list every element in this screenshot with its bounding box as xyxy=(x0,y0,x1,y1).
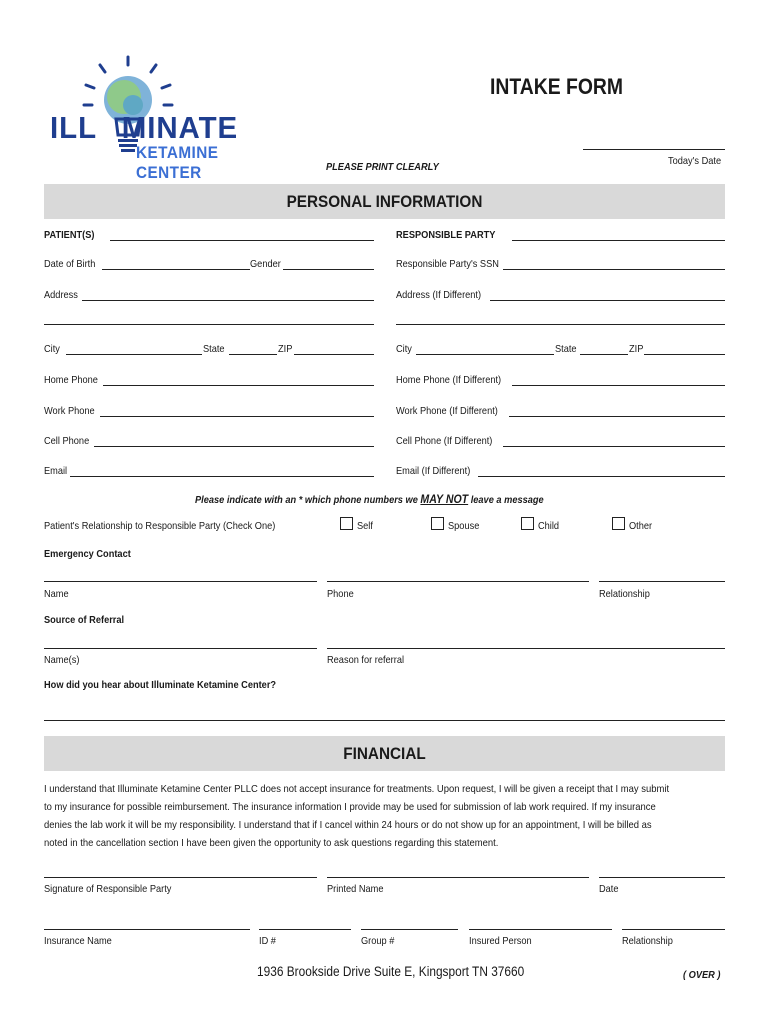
rp-state-label: State xyxy=(555,343,577,355)
financial-line-3: denies the lab work it will be my responsibility. I understand that if I cancel within 24 hours or do not show up for an appointment, I will be billed as xyxy=(44,819,652,831)
rp-email-field[interactable] xyxy=(478,476,725,477)
referral-heading: Source of Referral xyxy=(44,614,125,626)
insured-person-label: Insured Person xyxy=(469,935,532,947)
zip-field[interactable] xyxy=(294,354,374,355)
emergency-relationship-field[interactable] xyxy=(599,581,725,582)
city-field[interactable] xyxy=(66,354,202,355)
insurance-id-label: ID # xyxy=(259,935,276,947)
rp-city-label: City xyxy=(396,343,412,355)
emergency-phone-field[interactable] xyxy=(327,581,589,582)
rp-address-field[interactable] xyxy=(490,300,725,301)
referral-names-field[interactable] xyxy=(44,648,317,649)
financial-line-4: noted in the cancellation section I have been given the opportunity to ask questions regarding this statement. xyxy=(44,837,499,849)
other-checkbox[interactable] xyxy=(612,517,625,530)
insured-person-field[interactable] xyxy=(469,929,612,930)
insurance-id-field[interactable] xyxy=(259,929,351,930)
rp-work-phone-label: Work Phone (If Different) xyxy=(396,405,498,417)
footer-address: 1936 Brookside Drive Suite E, Kingsport TN 37660 xyxy=(257,964,525,979)
self-checkbox[interactable] xyxy=(340,517,353,530)
todays-date-line[interactable] xyxy=(583,149,725,150)
logo-word-2: MINATE xyxy=(121,110,239,145)
child-checkbox[interactable] xyxy=(521,517,534,530)
other-option-label: Other xyxy=(629,520,653,532)
work-phone-label: Work Phone xyxy=(44,405,95,417)
financial-line-2: to my insurance for possible reimbursement. The insurance information I provide may be used for submission of lab work required. If my insurance xyxy=(44,801,656,813)
email-label: Email xyxy=(44,465,68,477)
state-label: State xyxy=(203,343,225,355)
spouse-option-label: Spouse xyxy=(448,520,480,532)
ssn-label: Responsible Party's SSN xyxy=(396,258,499,270)
over-note: ( OVER ) xyxy=(683,969,721,981)
spouse-checkbox[interactable] xyxy=(431,517,444,530)
city-label: City xyxy=(44,343,60,355)
referral-names-label: Name(s) xyxy=(44,654,80,666)
emergency-contact-heading: Emergency Contact xyxy=(44,548,131,560)
insurance-relationship-field[interactable] xyxy=(622,929,725,930)
rp-zip-label: ZIP xyxy=(629,343,644,355)
responsible-party-field[interactable] xyxy=(512,240,725,241)
referral-reason-label: Reason for referral xyxy=(327,654,405,666)
financial-statement xyxy=(44,780,674,852)
home-phone-label: Home Phone xyxy=(44,374,98,386)
emergency-relationship-label: Relationship xyxy=(599,588,650,600)
logo-subtitle: KETAMINE CENTER xyxy=(136,143,219,182)
gender-field[interactable] xyxy=(283,269,374,270)
signature-date-field[interactable] xyxy=(599,877,725,878)
personal-information-heading: PERSONAL INFORMATION xyxy=(286,192,483,211)
rp-email-label: Email (If Different) xyxy=(396,465,471,477)
emergency-phone-label: Phone xyxy=(327,588,354,600)
rp-cell-phone-label: Cell Phone (If Different) xyxy=(396,435,493,447)
email-field[interactable] xyxy=(70,476,374,477)
print-note: PLEASE PRINT CLEARLY xyxy=(326,161,439,173)
rp-address-label: Address (If Different) xyxy=(396,289,482,301)
insurance-group-label: Group # xyxy=(361,935,395,947)
dob-label: Date of Birth xyxy=(44,258,96,270)
logo xyxy=(50,55,290,182)
rp-address-field-2[interactable] xyxy=(396,324,725,325)
rp-zip-field[interactable] xyxy=(644,354,725,355)
message-note: Please indicate with an * which phone numbers we MAY NOT leave a message xyxy=(195,492,544,506)
printed-name-field[interactable] xyxy=(327,877,589,878)
financial-band xyxy=(44,736,725,771)
printed-name-label: Printed Name xyxy=(327,883,384,895)
rp-city-field[interactable] xyxy=(416,354,554,355)
referral-reason-field[interactable] xyxy=(327,648,725,649)
rp-state-field[interactable] xyxy=(580,354,628,355)
may-not-emphasis: MAY NOT xyxy=(420,492,469,506)
address-label: Address xyxy=(44,289,78,301)
insurance-name-field[interactable] xyxy=(44,929,250,930)
rp-work-phone-field[interactable] xyxy=(509,416,725,417)
home-phone-field[interactable] xyxy=(103,385,374,386)
state-field[interactable] xyxy=(229,354,277,355)
ssn-field[interactable] xyxy=(503,269,725,270)
page-title: INTAKE FORM xyxy=(490,74,624,99)
rp-home-phone-field[interactable] xyxy=(512,385,725,386)
emergency-name-field[interactable] xyxy=(44,581,317,582)
financial-heading: FINANCIAL xyxy=(343,744,426,763)
personal-information-band xyxy=(44,184,725,219)
hear-about-field[interactable] xyxy=(44,720,725,721)
patients-field[interactable] xyxy=(110,240,374,241)
zip-label: ZIP xyxy=(278,343,293,355)
todays-date-label: Today's Date xyxy=(668,155,722,167)
emergency-name-label: Name xyxy=(44,588,69,600)
work-phone-field[interactable] xyxy=(100,416,374,417)
address-field[interactable] xyxy=(82,300,374,301)
cell-phone-field[interactable] xyxy=(94,446,374,447)
financial-line-1: I understand that Illuminate Ketamine Center PLLC does not accept insurance for treatments. Upon request, I will be given a receipt that I may submit xyxy=(44,783,670,795)
address-field-2[interactable] xyxy=(44,324,374,325)
responsible-party-label: RESPONSIBLE PARTY xyxy=(396,229,496,241)
hear-about-question: How did you hear about Illuminate Ketamine Center? xyxy=(44,679,277,691)
rp-cell-phone-field[interactable] xyxy=(503,446,725,447)
child-option-label: Child xyxy=(538,520,560,532)
patients-label: PATIENT(S) xyxy=(44,229,95,241)
insurance-group-field[interactable] xyxy=(361,929,458,930)
logo-word-1: ILL xyxy=(50,110,98,145)
relationship-check-label: Patient's Relationship to Responsible Party (Check One) xyxy=(44,520,276,532)
self-option-label: Self xyxy=(357,520,373,532)
dob-field[interactable] xyxy=(102,269,250,270)
rp-home-phone-label: Home Phone (If Different) xyxy=(396,374,502,386)
insurance-relationship-label: Relationship xyxy=(622,935,673,947)
signature-field[interactable] xyxy=(44,877,317,878)
signature-label: Signature of Responsible Party xyxy=(44,883,172,895)
insurance-name-label: Insurance Name xyxy=(44,935,112,947)
signature-date-label: Date xyxy=(599,883,619,895)
gender-label: Gender xyxy=(250,258,281,270)
cell-phone-label: Cell Phone xyxy=(44,435,90,447)
